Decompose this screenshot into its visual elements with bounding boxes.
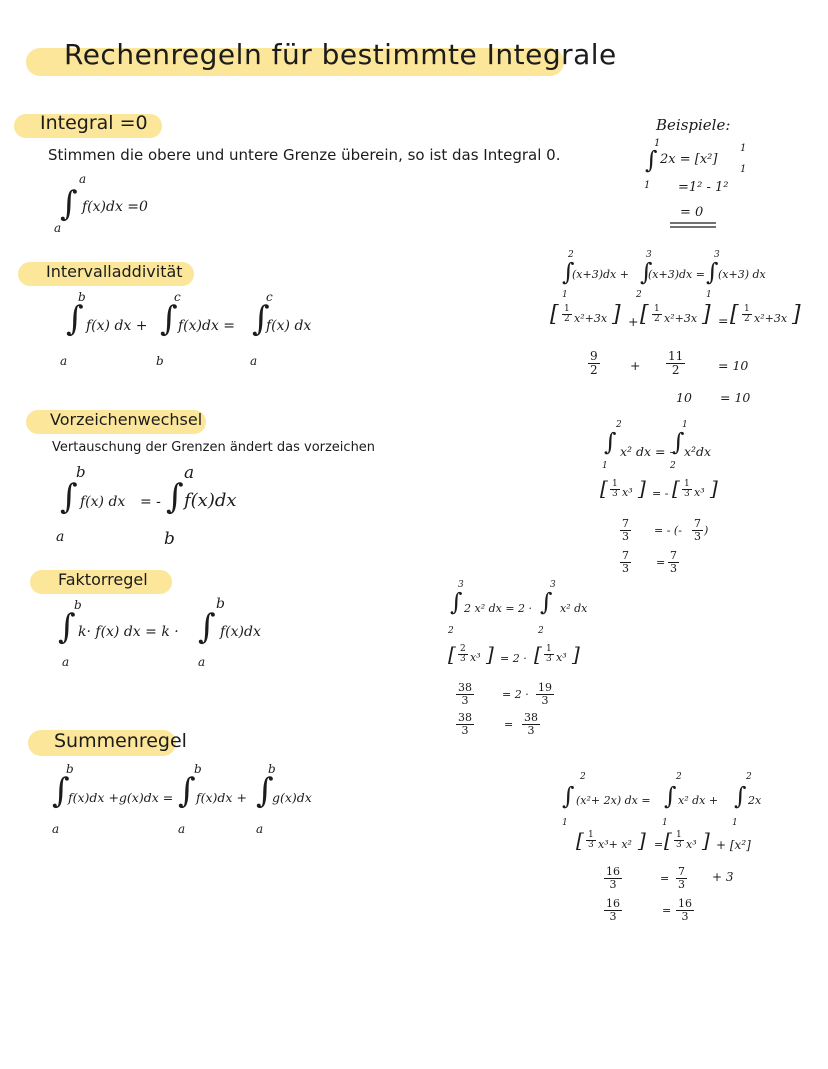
equals: = [718,313,729,328]
fraction: 9 2 [590,349,598,377]
fraction: 2 3 [460,644,466,665]
formula-term: f(x)dx [220,624,261,640]
plus: + [630,358,641,373]
upper-limit: b [268,762,276,776]
integral-sign: ∫ [734,782,747,810]
fraction: 1 2 [654,304,660,325]
bracket: ] [638,476,646,500]
upper-limit: b [66,762,74,776]
lower-limit: 1 [706,290,712,300]
example-line: x³ [622,486,633,499]
fraction: 1 2 [564,304,570,325]
upper-limit: 2 [568,250,574,260]
fraction: 1 3 [684,479,690,500]
example-line: x²+3x [574,312,608,325]
upper-limit: 1 [654,138,661,149]
example-line: = 2 · [502,688,529,701]
formula-term: g(x)dx [272,790,312,805]
upper-limit: 2 [746,772,752,782]
lower-limit: 2 [538,626,544,636]
upper-limit: a [184,463,195,483]
integral-sign: ∫ [58,607,76,647]
lower-limit: a [54,221,62,235]
example-line: (x²+ 2x) dx = [576,794,651,807]
integral-sign: ∫ [604,428,617,456]
rule-text: Stimmen die obere und untere Grenze überein, so ist das Integral 0. [48,146,561,164]
upper-limit: c [266,290,273,304]
lower-limit: a [56,529,65,545]
integral-sign: ∫ [178,771,196,811]
fraction: 19 3 [538,681,552,707]
bracket: ] [572,642,580,666]
bracket: [ [664,828,672,852]
integral-sign: ∫ [60,477,78,517]
formula-term: f(x) dx [266,318,312,334]
formula-term: f(x)dx + [196,790,247,805]
integral-sign: ∫ [540,588,553,616]
formula-term: f(x) dx [80,494,126,510]
example-result: = 0 [680,205,704,220]
bracket: ] [702,302,711,327]
upper-limit: a [79,172,87,186]
lower-limit: 2 [670,461,676,471]
example-line: x²+3x [754,312,788,325]
lower-limit: 1 [562,290,568,300]
upper-limit: 1 [740,143,747,154]
lower-limit: a [250,354,258,368]
lower-limit: a [62,655,70,669]
example-line: (x+3) dx [718,268,766,281]
equals: = [662,904,672,917]
equals-minus: = - [652,487,669,500]
integral-sign: ∫ [60,184,78,224]
bracket: ] [710,476,718,500]
upper-limit: b [76,463,86,481]
integral-sign: ∫ [52,771,70,811]
fraction: 1 3 [676,830,682,851]
bracket: ] [792,302,801,327]
formula-term: f(x)dx +g(x)dx = [68,790,174,805]
formula-term: f(x)dx [184,490,237,511]
fraction: 7 3 [694,517,701,543]
lower-limit: 2 [448,626,454,636]
lower-limit: a [60,354,68,368]
integral-sign: ∫ [198,607,216,647]
lower-limit: a [52,822,60,836]
integral-sign: ∫ [562,782,575,810]
upper-limit: b [74,598,82,612]
example-line: = - (- [654,524,682,537]
integral-sign: ∫ [66,299,84,339]
bracket: ] [638,828,646,852]
fraction: 38 3 [458,711,472,737]
example-line: x³ [556,651,567,664]
example-line: = 2 · [500,652,527,665]
integral-sign: ∫ [562,258,575,286]
fraction: 11 2 [668,349,684,377]
fraction: 16 3 [606,897,620,923]
example-line: x³ [686,838,697,851]
example-line: x² dx [560,602,588,615]
example-line: + 3 [712,870,734,884]
upper-limit: 2 [616,420,622,430]
upper-limit: c [174,290,181,304]
bracket: [ [600,476,608,500]
bracket: ] [702,828,710,852]
fraction: 38 3 [524,711,538,737]
example-line: x² dx = - [620,444,674,459]
integral-sign: ∫ [640,258,653,286]
formula-term: k· f(x) dx = k · [78,624,179,640]
upper-limit: 2 [580,772,586,782]
lower-limit: 2 [636,290,642,300]
bracket: [ [672,476,680,500]
fraction: 1 2 [744,304,750,325]
lower-limit: 1 [662,818,668,828]
equals: = [660,872,670,885]
bracket: [ [534,642,542,666]
upper-limit: 3 [458,580,464,590]
lower-limit: b [156,354,164,368]
example-line: 2x = [x²] [660,152,718,167]
bracket: [ [448,642,456,666]
bracket: ] [612,302,621,327]
lower-limit: a [178,822,186,836]
example-result: = 10 [718,358,749,373]
integral-sign: ∫ [166,477,184,517]
fraction: 38 3 [458,681,472,707]
integral-sign: ∫ [664,782,677,810]
fraction: 1 3 [546,644,552,665]
heading-intervalladditivitaet: Intervalladdivität [46,262,183,281]
equals: = [504,718,514,731]
bracket: [ [550,302,559,327]
bracket: ] [486,642,494,666]
formula-body: f(x)dx =0 [82,199,148,215]
integral-sign: ∫ [256,771,274,811]
fraction: 7 3 [622,517,629,543]
examples-label: Beispiele: [656,116,731,134]
example-result: = 10 [720,390,751,405]
example-line: x³ [470,651,481,664]
lower-limit: a [198,655,206,669]
example-line: (x+3)dx = [648,268,705,281]
upper-limit: b [78,290,86,304]
fraction: 1 3 [612,479,618,500]
integral-sign: ∫ [450,588,463,616]
integral-sign: ∫ [706,258,719,286]
lower-limit: a [256,822,264,836]
example-line: 2x [748,794,762,807]
upper-limit: 3 [714,250,720,260]
integral-sign: ∫ [252,299,270,339]
example-line: =1² - 1² [678,180,729,195]
lower-limit: b [164,529,175,549]
example-line: x³+ x² [598,838,632,851]
fraction: 1 3 [588,830,594,851]
example-line: x²dx [684,444,712,459]
integral-sign: ∫ [645,146,658,174]
example-line: 2 x² dx = 2 · [464,602,533,615]
integral-sign: ∫ [160,299,178,339]
formula-term: f(x)dx = [178,318,236,334]
equals: = [654,838,664,851]
integral-sign: ∫ [672,428,685,456]
heading-integral-null: Integral =0 [40,112,148,134]
heading-vorzeichenwechsel: Vorzeichenwechsel [50,410,203,429]
upper-limit: b [216,596,225,612]
lower-limit: 1 [644,180,651,191]
lower-limit: 1 [740,164,747,175]
fraction: 7 3 [670,549,677,575]
double-underline [670,222,720,230]
heading-summenregel: Summenregel [54,730,187,752]
lower-limit: 1 [602,461,608,471]
bracket: [ [640,302,649,327]
upper-limit: 2 [676,772,682,782]
example-line: (x+3)dx + [572,268,629,281]
upper-limit: 3 [550,580,556,590]
example-line: x³ [694,486,705,499]
bracket: [ [730,302,739,327]
example-line: x²+3x [664,312,698,325]
lower-limit: 1 [732,818,738,828]
fraction: 7 3 [678,865,685,891]
page-title: Rechenregeln für bestimmte Integrale [64,38,617,71]
plus: + [628,314,639,329]
bracket: [ [576,828,584,852]
heading-faktorregel: Faktorregel [58,570,148,589]
rule-text: Vertauschung der Grenzen ändert das vorzeichen [52,440,376,455]
example-line: + [x²] [716,838,751,852]
equals: = [656,556,666,569]
fraction: 16 3 [606,865,620,891]
example-line: ) [704,524,709,537]
example-line: x² dx + [678,794,719,807]
upper-limit: b [194,762,202,776]
formula-term: f(x) dx + [86,318,148,334]
example-line: 10 [676,390,692,405]
equals-minus: = - [140,494,161,510]
fraction: 7 3 [622,549,629,575]
upper-limit: 1 [682,420,688,430]
lower-limit: 1 [562,818,568,828]
upper-limit: 3 [646,250,652,260]
fraction: 16 3 [678,897,692,923]
